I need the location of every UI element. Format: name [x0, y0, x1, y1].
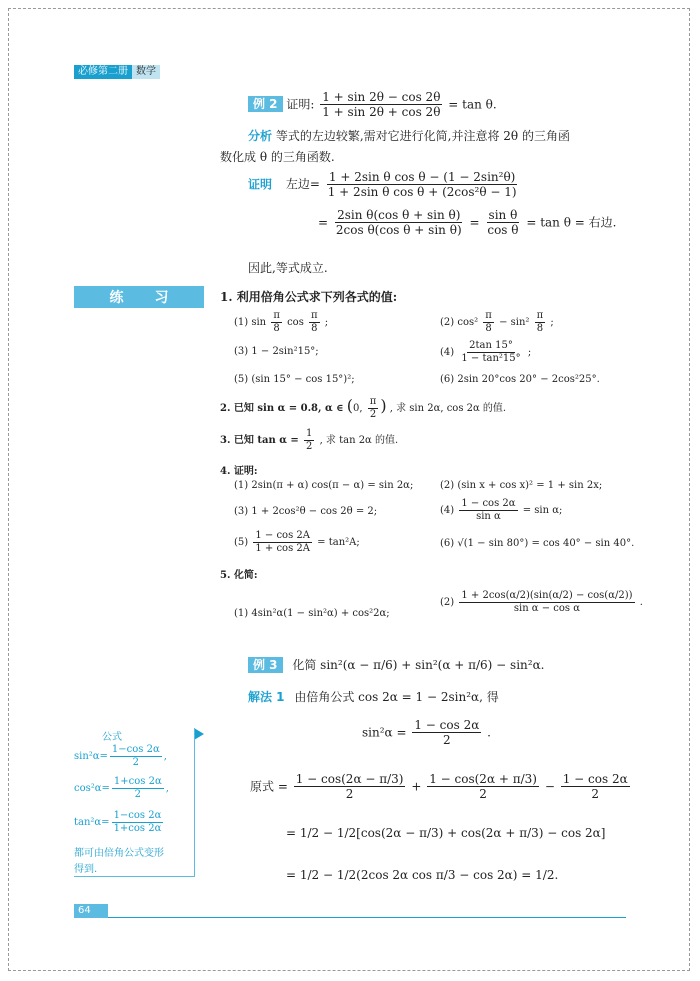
practice-banner: 练 习 — [74, 286, 204, 308]
example-3-statement: 例 3 化简 sin²(α − π/6) + sin²(α + π/6) − sin²α. — [248, 656, 545, 673]
sidebar-pointer-icon — [194, 728, 204, 740]
analysis-label: 分析 — [248, 129, 273, 143]
sidebar-formula-tan: tan²α= $\frac{1-\cos 2\alpha}{1+\cos 2\alpha}$ — [74, 810, 162, 834]
proof-conclusion: 因此,等式成立. — [248, 261, 328, 275]
q1-item-6: (6) 2sin 20°cos 20° − 2cos²25°. — [440, 374, 600, 385]
expansion-line-3: = 1/2 − 1/2(2cos 2α cos π/3 − cos 2α) = 1/2. — [286, 868, 559, 882]
q1-item-2: (2) cos² $\frac{\pi}{8}$ − sin² $\frac{\pi}{8}$ ; — [440, 310, 554, 334]
sidebar-note-2: 得到. — [74, 864, 98, 875]
q5-item-2: (2) $\frac{1 + 2\cos(\alpha/2)(\sin(\alpha/2) - \cos(\alpha/2))}{\text{sin α − cos α}}$ . — [440, 590, 643, 614]
analysis-line-2: 数化成 θ 的三角函数. — [220, 150, 335, 164]
question-2: 2. 已知 sin α = 0.8, α ∈ (0, $\frac{\pi}{2}$ ) , 求 sin 2α, cos 2α 的值. — [220, 396, 507, 420]
proof-label: 证明 — [248, 177, 273, 192]
q4-item-4: (4) $\frac{1 - \cos 2\alpha}{\text{sin α}}$ = sin α; — [440, 498, 563, 522]
example-3-label: 例 3 — [248, 657, 283, 673]
proof-line-1: 证明 左边= $\frac{\text{1 + 2sin θ cos θ − (1 − 2sin²θ)}}{\text{1 + 2sin θ cos θ + (2cos²θ − 1)}}$ — [248, 170, 517, 200]
question-5: 5. 化简: — [220, 570, 258, 581]
running-header — [74, 65, 160, 79]
solution-label: 解法 1 — [248, 690, 285, 704]
example-2-label: 例 2 — [248, 96, 283, 112]
analysis-line-1: 分析 等式的左边较繁,需对它进行化简,并注意将 2θ 的三角函 — [248, 129, 570, 143]
q4-item-6: (6) √(1 − sin 80°) = cos 40° − sin 40°. — [440, 538, 635, 549]
sidebar-note-1: 都可由倍角公式变形 — [74, 848, 164, 859]
expansion-line-1: 原式 = $\frac{1 - \cos(2\alpha - \pi/3)}{2}$ + $\frac{1 - \cos(2\alpha + \pi/3)}{2}$ − $\frac{1 - \cos 2\alpha}{2}$ — [250, 772, 628, 802]
formula-sidebar — [74, 728, 195, 877]
solution-1-intro: 解法 1 由倍角公式 cos 2α = 1 − 2sin²α, 得 — [248, 690, 499, 704]
q4-item-2: (2) (sin x + cos x)² = 1 + sin 2x; — [440, 480, 603, 491]
q4-item-3: (3) 1 + 2cos²θ − cos 2θ = 2; — [234, 506, 378, 517]
proof-line-2: = $\frac{\text{2sin θ(cos θ + sin θ)}}{\text{2cos θ(cos θ + sin θ)}}$ = $\frac{\text{sin θ}}{\text{cos θ}}$ = tan θ = 右边. — [318, 208, 617, 238]
subject-tag: 数学 — [132, 65, 160, 79]
question-3: 3. 已知 tan α = $\frac{1}{2}$ , 求 tan 2α 的值. — [220, 428, 399, 452]
half-angle-formula: sin²α = $\frac{1 - \cos 2\alpha}{2}$ . — [362, 718, 491, 748]
example-2-statement: 例 2 证明: $\frac{1 + \sin 2\theta - \cos 2\theta}{1 + \sin 2\theta + \cos 2\theta}$ = tan θ. — [248, 90, 497, 120]
footer-rule — [108, 917, 626, 918]
q1-item-1: (1) sin $\frac{\pi}{8}$ cos $\frac{\pi}{8}$ ; — [234, 310, 329, 334]
q4-item-1: (1) 2sin(π + α) cos(π − α) = sin 2α; — [234, 480, 414, 491]
q1-item-4: (4) $\frac{2\tan 15^\circ}{\text{1 − tan²15°}}$ ; — [440, 340, 532, 364]
q4-item-5: (5) $\frac{1 - \cos 2A}{1 + \cos 2A}$ = tan²A; — [234, 530, 360, 554]
sidebar-formula-cos: cos²α= $\frac{1+\cos 2\alpha}{2}$ , — [74, 776, 169, 800]
expansion-line-2: = 1/2 − 1/2[cos(2α − π/3) + cos(2α + π/3) − cos 2α] — [286, 826, 606, 840]
question-4: 4. 证明: — [220, 466, 258, 477]
book-tag: 必修第二册 — [74, 65, 132, 79]
sidebar-title: 公式 — [102, 732, 122, 743]
example-2-fraction: $\frac{1 + \sin 2\theta - \cos 2\theta}{1 + \sin 2\theta + \cos 2\theta}$ — [322, 90, 441, 120]
page-number: 64 — [74, 904, 108, 918]
question-1: 1. 利用倍角公式求下列各式的值: — [220, 290, 398, 304]
q5-item-1: (1) 4sin²α(1 − sin²α) + cos²2α; — [234, 608, 390, 619]
q1-item-5: (5) (sin 15° − cos 15°)²; — [234, 374, 355, 385]
sidebar-formula-sin: sin²α= $\frac{1-\cos 2\alpha}{2}$ , — [74, 744, 167, 768]
q1-item-3: (3) 1 − 2sin²15°; — [234, 346, 319, 357]
